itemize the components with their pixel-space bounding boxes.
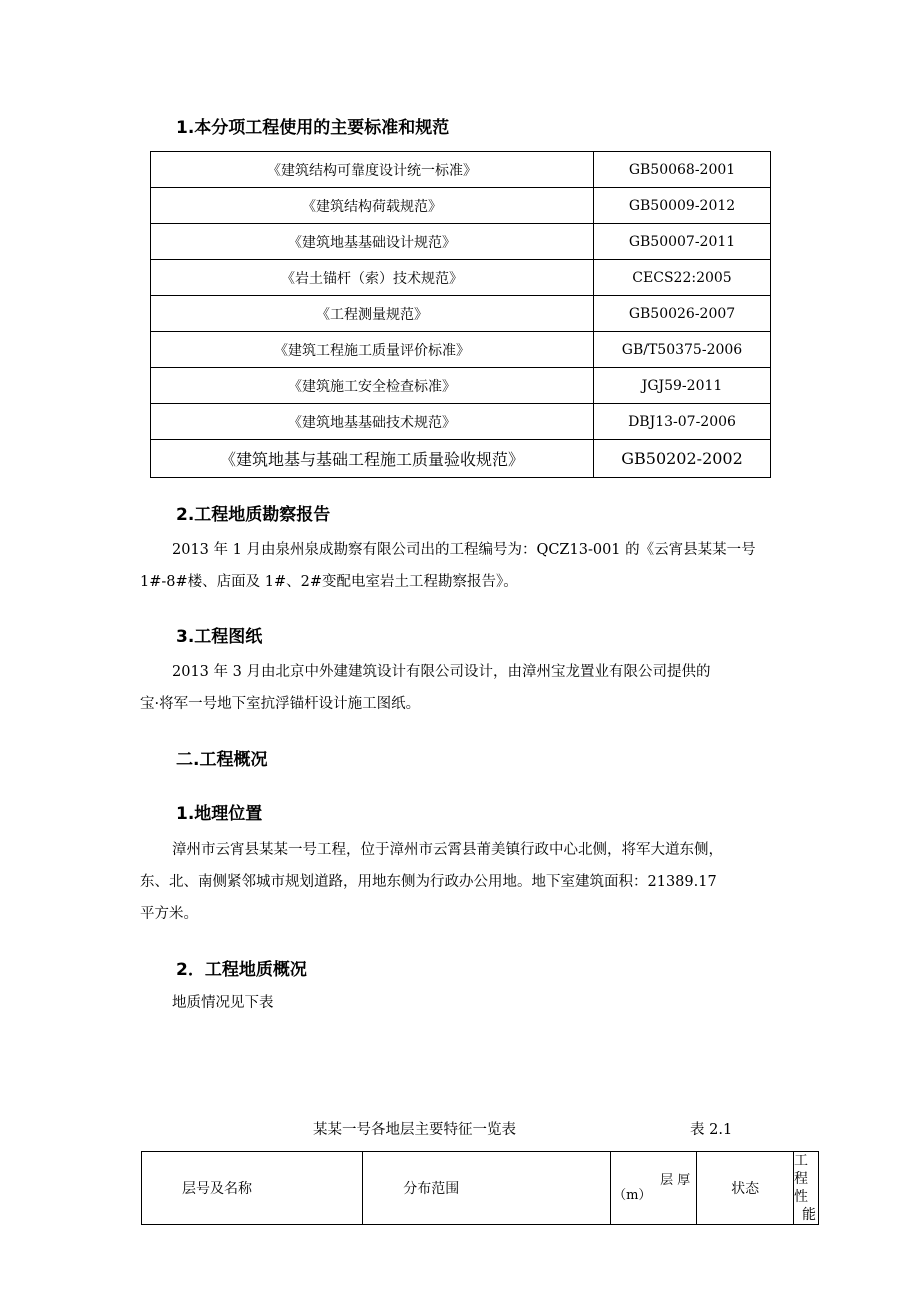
header-thickness	[611, 1152, 697, 1225]
section-2-heading: 2.工程地质勘察报告	[176, 505, 331, 525]
header-layer-name: 层号及名称	[142, 1152, 363, 1225]
standard-code: GB50009-2012	[594, 188, 771, 224]
geology-text: 地质情况见下表	[172, 995, 274, 1011]
location-line-3: 平方米。	[140, 906, 198, 922]
standard-row	[151, 224, 771, 260]
standard-name: 《建筑地基与基础工程施工质量验收规范》	[151, 440, 594, 478]
layer-characteristics-table	[141, 1151, 819, 1225]
standard-row	[151, 296, 771, 332]
survey-report-line-1: 2013 年 1 月由泉州泉成勘察有限公司出的工程编号为：QCZ13-001 的《云宵县某某一号	[172, 542, 756, 558]
standard-name: 《建筑结构可靠度设计统一标准》	[151, 152, 594, 188]
geology-heading: 2．工程地质概况	[176, 960, 307, 980]
standard-code: GB/T50375-2006	[594, 332, 771, 368]
standard-name: 《建筑施工安全检查标准》	[151, 368, 594, 404]
header-performance-line-1: 工程性	[794, 1153, 808, 1205]
standard-row	[151, 188, 771, 224]
header-performance-line-2: 能	[802, 1207, 816, 1223]
standard-name: 《建筑地基基础技术规范》	[151, 404, 594, 440]
location-heading: 1.地理位置	[176, 804, 263, 824]
standard-code: GB50007-2011	[594, 224, 771, 260]
header-thickness-label: 层 厚	[660, 1173, 691, 1188]
header-engineering-performance	[794, 1152, 819, 1225]
layer-table-caption: 某某一号各地层主要特征一览表	[313, 1122, 516, 1138]
header-thickness-unit: （m）	[613, 1188, 652, 1203]
standard-name: 《岩土锚杆（索）技术规范》	[151, 260, 594, 296]
layer-table-number: 表 2.1	[690, 1122, 733, 1138]
standard-name: 《建筑工程施工质量评价标准》	[151, 332, 594, 368]
standard-code: GB50026-2007	[594, 296, 771, 332]
standard-row	[151, 368, 771, 404]
standard-name: 《建筑地基基础设计规范》	[151, 224, 594, 260]
standard-row	[151, 260, 771, 296]
standard-code: JGJ59-2011	[594, 368, 771, 404]
standard-code: GB50202-2002	[594, 440, 771, 478]
standard-code: DBJ13-07-2006	[594, 404, 771, 440]
standard-code: GB50068-2001	[594, 152, 771, 188]
header-state: 状态	[697, 1152, 794, 1225]
standard-row	[151, 152, 771, 188]
location-line-2: 东、北、南侧紧邻城市规划道路，用地东侧为行政办公用地。地下室建筑面积：21389.17	[140, 874, 717, 890]
standard-name: 《建筑结构荷载规范》	[151, 188, 594, 224]
section-3-heading: 3.工程图纸	[176, 627, 263, 647]
location-line-1: 漳州市云宵县某某一号工程，位于漳州市云霄县莆美镇行政中心北侧，将军大道东侧，	[172, 842, 723, 858]
standard-row	[151, 332, 771, 368]
drawings-line-1: 2013 年 3 月由北京中外建建筑设计有限公司设计，由漳州宝龙置业有限公司提供的	[172, 664, 711, 680]
table-header-row	[142, 1152, 819, 1225]
part-2-heading: 二.工程概况	[176, 750, 268, 770]
header-distribution-range: 分布范围	[363, 1152, 611, 1225]
survey-report-line-2: 1#-8#楼、店面及 1#、2#变配电室岩土工程勘察报告》。	[140, 574, 518, 590]
standard-row	[151, 440, 771, 478]
standard-name: 《工程测量规范》	[151, 296, 594, 332]
standard-code: CECS22:2005	[594, 260, 771, 296]
section-1-heading: 1.本分项工程使用的主要标准和规范	[176, 118, 450, 138]
standard-row	[151, 404, 771, 440]
standards-table	[150, 151, 771, 478]
drawings-line-2: 宝·将军一号地下室抗浮锚杆设计施工图纸。	[140, 696, 421, 712]
